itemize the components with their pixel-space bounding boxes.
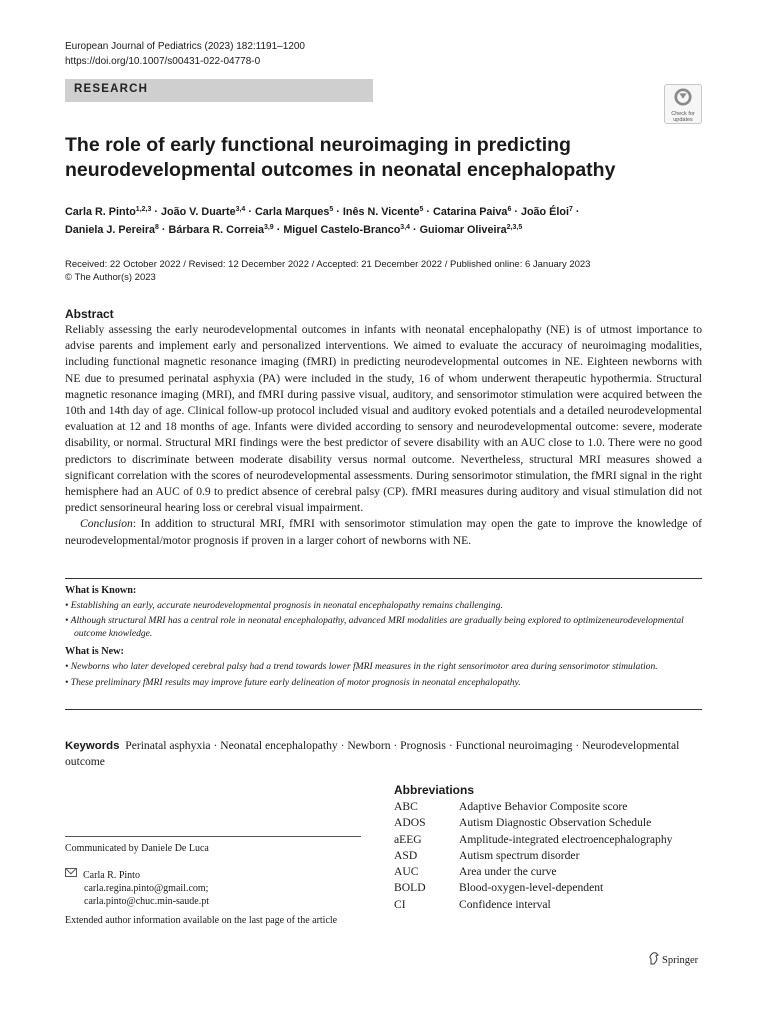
extended-author-info: Extended author information available on the last page of the article bbox=[65, 915, 338, 926]
what-is-known-heading: What is Known: bbox=[65, 585, 137, 596]
author-name[interactable]: Miguel Castelo-Branco bbox=[283, 224, 401, 236]
keywords bbox=[65, 738, 685, 770]
abbreviation: AUC bbox=[394, 865, 419, 879]
author-affiliation: 3,4 bbox=[400, 224, 411, 231]
author-name[interactable]: Bárbara R. Correia bbox=[168, 224, 264, 236]
known-bullet: • Establishing an early, accurate neurodevelopmental prognosis in neonatal encephalopathy remains challenging. bbox=[65, 600, 503, 611]
author-name[interactable]: Catarina Paiva bbox=[433, 206, 508, 218]
known-bullet: • Although structural MRI has a central role in neonatal encephalopathy, advanced MRI modalities are gradually being explored to optimizeneurodevelopmental outcome knowledge. bbox=[65, 615, 684, 639]
what-is-new-heading: What is New: bbox=[65, 645, 124, 657]
crossmark-icon bbox=[674, 88, 692, 106]
conclusion-label: Conclusion bbox=[80, 517, 133, 531]
abbreviation-row bbox=[394, 848, 672, 864]
author-name[interactable]: Carla R. Pinto bbox=[65, 206, 136, 218]
abstract-conclusion bbox=[65, 516, 702, 548]
author-affiliation: 5 bbox=[329, 206, 334, 213]
abbreviation-row bbox=[394, 799, 672, 815]
author-affiliation: 1,2,3 bbox=[135, 206, 152, 213]
author-list bbox=[65, 202, 715, 238]
contact-name: Carla R. Pinto bbox=[83, 870, 140, 881]
check-for-updates-badge[interactable] bbox=[664, 84, 702, 124]
author-affiliation: 3,4 bbox=[235, 206, 246, 213]
abbreviation-row bbox=[394, 815, 672, 831]
author-name[interactable]: Daniela J. Pereira bbox=[65, 224, 156, 236]
author-name[interactable]: Inês N. Vicente bbox=[342, 206, 420, 218]
footnote-rule bbox=[65, 836, 361, 837]
abbreviation-definition: Adaptive Behavior Composite score bbox=[459, 800, 628, 813]
doi-link[interactable]: https://doi.org/10.1007/s00431-022-04778-0 bbox=[65, 56, 261, 67]
author-name[interactable]: João Éloi bbox=[520, 206, 569, 218]
conclusion-text: : In addition to structural MRI, fMRI with sensorimotor stimulation may open the gate to improve the knowledge of neurodevelopmental/motor prognosis if proven in a larger cohort of newborns with NE. bbox=[65, 517, 702, 547]
author-name[interactable]: Carla Marques bbox=[254, 206, 330, 218]
communicated-by: Communicated by Daniele De Luca bbox=[65, 843, 209, 854]
publisher-logo bbox=[648, 952, 698, 966]
corresponding-author bbox=[65, 868, 209, 908]
history-dates: Received: 22 October 2022 / Revised: 12 December 2022 / Accepted: 21 December 2022 / Published online: 6 January 2023 bbox=[65, 259, 591, 270]
abbreviation-definition: Confidence interval bbox=[459, 897, 551, 911]
abbreviation-definition: Autism Diagnostic Observation Schedule bbox=[459, 816, 652, 830]
abbreviation-row bbox=[394, 897, 672, 913]
section-label: RESEARCH bbox=[74, 83, 149, 95]
author-affiliation: 2,3,5 bbox=[506, 224, 523, 231]
abstract-paragraph: Reliably assessing the early neurodevelopmental outcomes in infants with neonatal encephalopathy (NE) is of utmost importance to advise parents and implement early and personalized interventions. We aimed to evaluate the accuracy of neuroimaging modalities, including functional magnetic resonance imaging (fMRI) in predicting neurodevelopmental outcomes in NE. Eighteen newborns with NE due to presumed perinatal asphyxia (PA) were included in the study, 16 of whom underwent therapeutic hypothermia. Structural magnetic resonance imaging (MRI), and fMRI during passive visual, auditory, and sensorimotor stimulation were acquired between the 10th and 14th day of age. Clinical follow-up protocol included visual and auditory evoked potentials and a detailed neurodevelopmental evaluation at 12 and 18 months of age. Infants were divided according to sensory and neurodevelopmental outcome: severe, moderate disability, or normal. Structural MRI findings were the best predictor of severe disability with an AUC close to 1.0. There were no good predictors to discriminate between moderate disability versus normal outcome. Nevertheless, structural MRI measures showed a significant correlation with the scores of neurodevelopmental assessments. During sensorimotor stimulation, the fMRI signal in the right hemisphere had an AUC of 0.9 to predict absence of cerebral palsy (CP). fMRI measures during auditory and visual stimulation did not predict sensorineural hearing loss or cerebral visual impairment. bbox=[65, 323, 702, 515]
abbreviation-definition: Blood-oxygen-level-dependent bbox=[459, 881, 604, 895]
new-bullet: • These preliminary fMRI results may improve future early delineation of motor prognosis in neonatal encephalopathy. bbox=[65, 677, 521, 689]
author-name[interactable]: Guiomar Oliveira bbox=[419, 224, 507, 236]
title-line-2: neurodevelopmental outcomes in neonatal encephalopathy bbox=[65, 159, 616, 181]
author-name[interactable]: João V. Duarte bbox=[160, 206, 236, 218]
abbreviation-definition: Area under the curve bbox=[459, 865, 557, 879]
springer-horse-icon bbox=[648, 952, 659, 965]
abbreviation-definition: Autism spectrum disorder bbox=[459, 848, 580, 862]
article-title bbox=[65, 133, 685, 183]
abbreviation: BOLD bbox=[394, 881, 426, 895]
contact-email[interactable]: carla.regina.pinto@gmail.com; bbox=[84, 883, 209, 894]
contact-email[interactable]: carla.pinto@chuc.min-saude.pt bbox=[84, 896, 209, 907]
abstract-body bbox=[65, 322, 702, 549]
abbreviations-heading: Abbreviations bbox=[394, 783, 475, 797]
abbreviation: ASD bbox=[394, 848, 418, 862]
author-line-1: Carla R. Pinto$^{1,2,3}$ · João V. Duarte$^{3,4}$ · Carla Marques$^5$ · Inês N. Vicente$^5$ · Catarina Paiva$^6$ · João Éloi$^7$ · bbox=[65, 206, 580, 218]
abbreviation-definition: Amplitude-integrated electroencephalography bbox=[459, 832, 673, 846]
author-affiliation: 3,9 bbox=[263, 224, 274, 231]
box-bottom-rule bbox=[65, 709, 702, 710]
author-affiliation: 6 bbox=[507, 206, 512, 213]
abbreviations-list bbox=[394, 799, 672, 913]
abbreviation: ADOS bbox=[394, 816, 426, 830]
abbreviation-row bbox=[394, 864, 672, 880]
author-affiliation: 5 bbox=[419, 206, 424, 213]
abbreviation: aEEG bbox=[394, 832, 422, 846]
publisher-name: Springer bbox=[662, 955, 699, 966]
title-line-1: The role of early functional neuroimaging in predicting bbox=[65, 134, 571, 156]
author-line-2: Daniela J. Pereira$^8$ · Bárbara R. Correia$^{3,9}$ · Miguel Castelo-Branco$^{3,4}$ · Guiomar Oliveira$^{2,3,5}$ bbox=[65, 224, 523, 236]
abstract-heading: Abstract bbox=[65, 307, 114, 321]
journal-citation: European Journal of Pediatrics (2023) 182:1191–1200 bbox=[65, 41, 305, 52]
abbreviation: CI bbox=[394, 897, 406, 911]
abbreviation-row bbox=[394, 832, 672, 848]
envelope-icon bbox=[65, 868, 77, 877]
copyright: © The Author(s) 2023 bbox=[65, 272, 156, 283]
keywords-text: Perinatal asphyxia · Neonatal encephalopathy · Newborn · Prognosis · Functional neuroimaging · Neurodevelopmental outcome bbox=[65, 739, 680, 768]
what-is-known-new-box bbox=[65, 584, 702, 689]
author-affiliation: 8 bbox=[155, 224, 159, 231]
check-updates-line2: updates bbox=[673, 117, 693, 123]
abbreviation: ABC bbox=[394, 800, 418, 813]
section-band bbox=[65, 79, 373, 102]
author-affiliation: 7 bbox=[568, 206, 573, 213]
box-top-rule bbox=[65, 578, 702, 579]
keywords-label: Keywords bbox=[65, 740, 120, 752]
contact-line bbox=[65, 868, 209, 882]
abbreviation-row bbox=[394, 880, 672, 896]
check-updates-line1: Check for bbox=[671, 111, 695, 117]
article-dates bbox=[65, 258, 590, 284]
new-bullet: • Newborns who later developed cerebral palsy had a trend towards lower fMRI measures in the right sensorimotor area during sensorimotor stimulation. bbox=[65, 660, 658, 672]
